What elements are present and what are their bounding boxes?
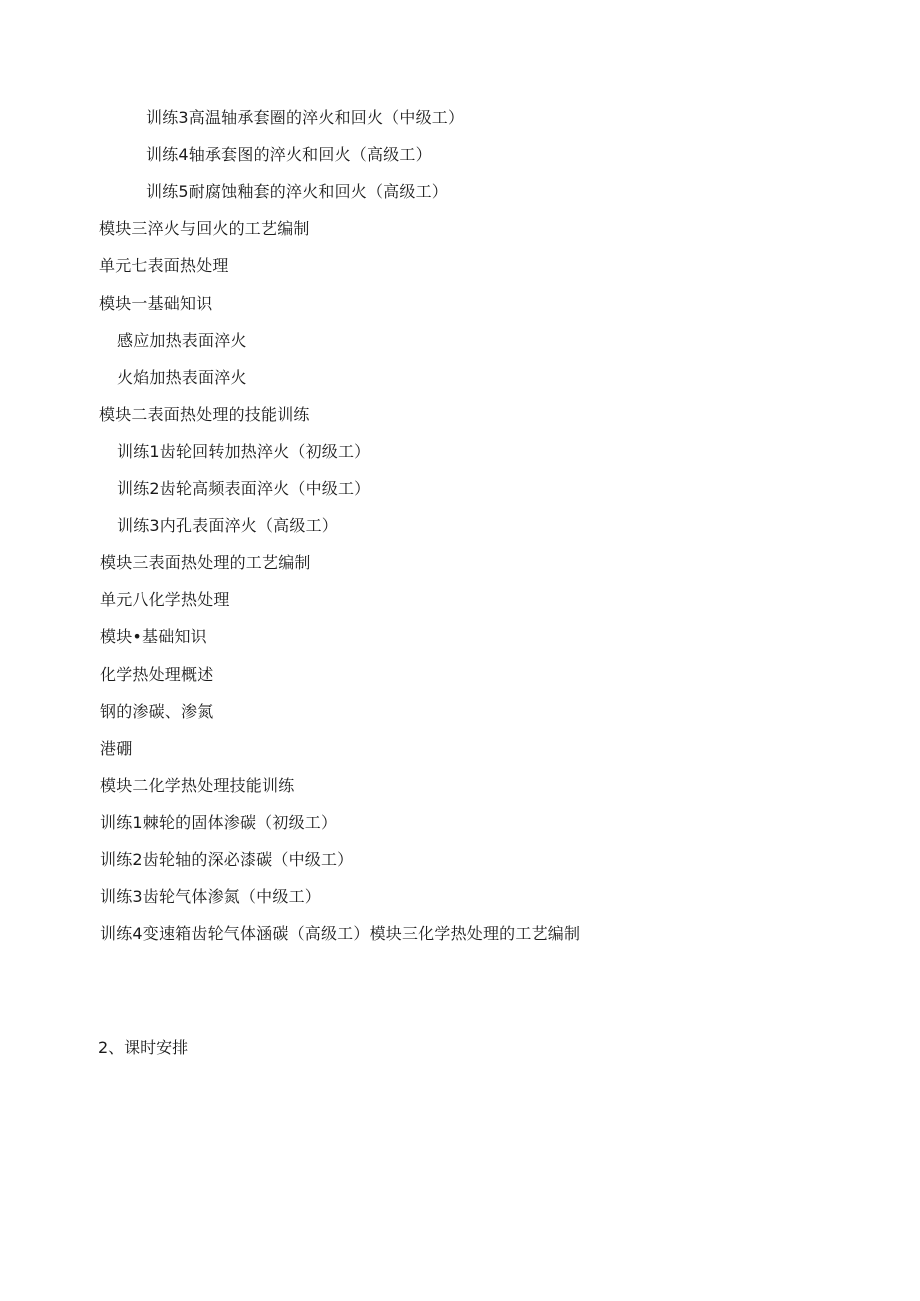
toc-line: 训练1齿轮回转加热淬火（初级工） (117, 442, 371, 461)
toc-line: 训练3高温轴承套圈的淬火和回火（中级工） (146, 108, 465, 127)
toc-line: 模块一基础知识 (99, 294, 213, 313)
toc-line: 化学热处理概述 (100, 665, 214, 684)
toc-line: 训练1棘轮的固体渗碳（初级工） (100, 813, 338, 832)
toc-line: 单元八化学热处理 (100, 590, 230, 609)
toc-line: 感应加热表面淬火 (117, 331, 247, 350)
toc-line: 模块二表面热处理的技能训练 (99, 405, 310, 424)
toc-line: 模块•基础知识 (100, 627, 207, 646)
toc-line: 训练2齿轮高频表面淬火（中级工） (117, 479, 371, 498)
toc-line: 训练2齿轮轴的深必漆碳（中级工） (100, 850, 354, 869)
toc-line: 港硼 (100, 739, 133, 758)
toc-line: 训练5耐腐蚀釉套的淬火和回火（高级工） (146, 182, 448, 201)
toc-line: 火焰加热表面淬火 (117, 368, 247, 387)
toc-line: 训练3齿轮气体渗氮（中级工） (100, 887, 321, 906)
toc-line: 模块三表面热处理的工艺编制 (100, 553, 311, 572)
section-heading: 2、课时安排 (98, 1038, 189, 1057)
toc-line: 单元七表面热处理 (99, 256, 229, 275)
toc-line: 钢的渗碳、渗氮 (100, 702, 214, 721)
toc-line: 训练3内孔表面淬火（高级工） (117, 516, 338, 535)
toc-line: 模块二化学热处理技能训练 (100, 776, 295, 795)
toc-line: 训练4变速箱齿轮气体涵碳（高级工）模块三化学热处理的工艺编制 (100, 924, 581, 943)
toc-line: 训练4轴承套图的淬火和回火（高级工） (146, 145, 432, 164)
toc-line: 模块三淬火与回火的工艺编制 (99, 219, 310, 238)
